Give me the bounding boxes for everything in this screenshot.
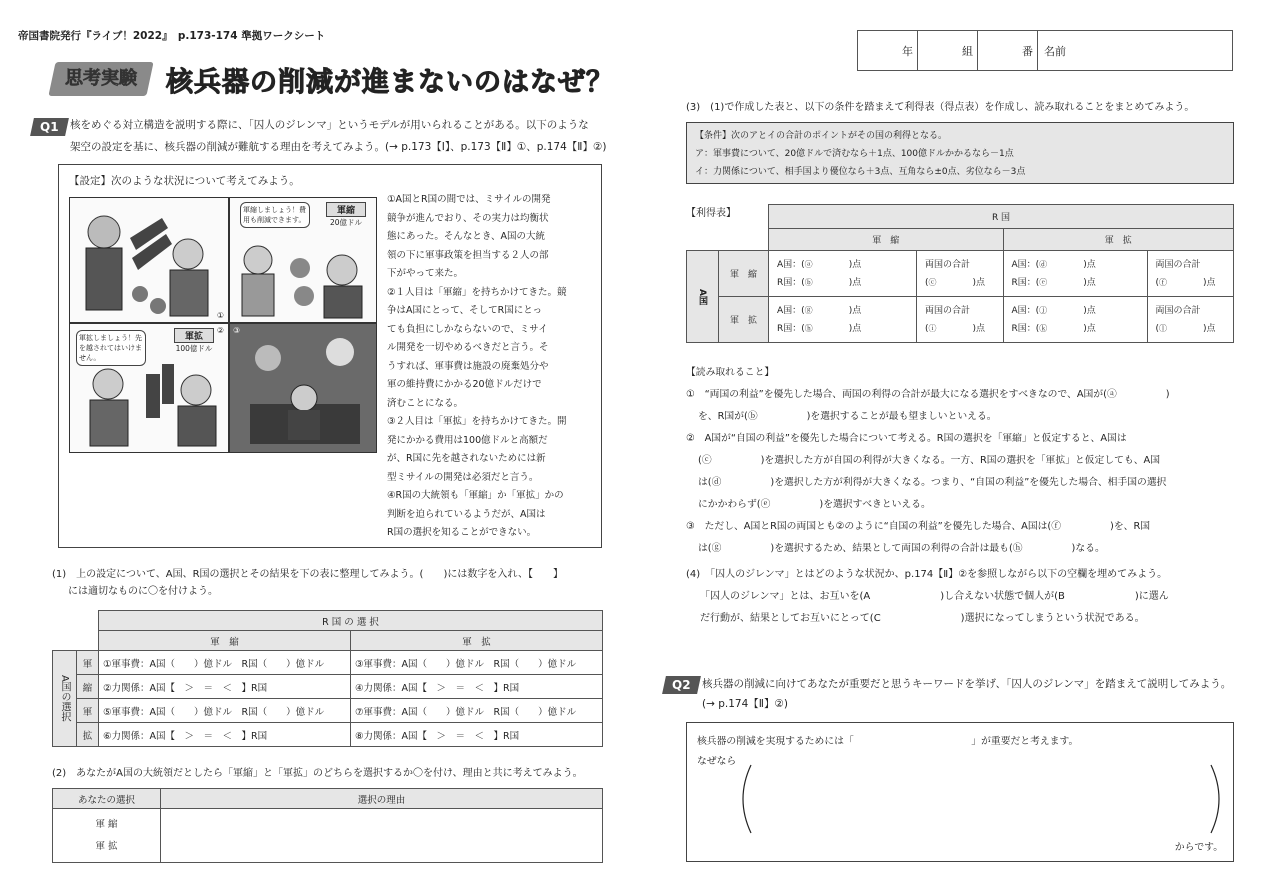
title-badge: 思考実験	[48, 62, 153, 96]
tag-kaku: 軍拡 100億ドル	[174, 328, 214, 354]
cell-1[interactable]: ①軍事費：A国（ ）億ドル R国（ ）億ドル	[99, 651, 351, 675]
payoff-sum-ss[interactable]: 両国の合計 (ⓒ )点	[917, 251, 1004, 297]
payoff-r-header: R 国	[769, 205, 1234, 229]
reading-section: 【読み取れること】 ① “両国の利益”を優先した場合、両国の利得の合計が最大になる選択をすべきなので、A国が(ⓐ ) を、R国が(ⓑ )を選択することが最も望ましいといえる。 ② A国が“自国の利益”を優先した場合について考える。R国の選択を「軍縮」と仮定すると、A国は (ⓒ )を選択した方が自国の利得が大きくなる。一方、R国の選択を「軍拡」と仮定しても、A国 は(ⓓ )を選択した方が利得が大きくなる。つまり、“自国の利益”を優先した場合、相手国の選択 にかかわらず(ⓔ )を選択すべきといえる。 ③ ただし、A国とR国の両国とも②のように“自国の利益”を優先した場合、A国は(ⓕ )を、R国 は(ⓖ )を選択するため、結果として両国の利得の合計は最も(ⓗ )なる。	[686, 362, 1234, 560]
choice-options[interactable]: 軍 縮 軍 拡	[53, 809, 161, 863]
a-choice-header: A国の選択	[53, 651, 77, 747]
comic-panel-3	[69, 323, 229, 453]
page-title: 核兵器の削減が進まないのはなぜ？	[166, 67, 614, 98]
mark-2: ②	[216, 326, 224, 335]
setting-title: 【設定】次のような状況について考えてみよう。	[69, 175, 300, 187]
payoff-col-shuku: 軍 縮	[769, 229, 1004, 251]
mark-3: ③	[233, 326, 241, 335]
q2-because: なぜなら	[697, 756, 737, 767]
payoff-cell-kk[interactable]: A国：(ⓙ )点 R国：(ⓚ )点	[1003, 297, 1147, 343]
reason-answer[interactable]	[161, 809, 603, 863]
cell-8[interactable]: ⑧力関係：A国【 ＞ ＝ ＜ 】R国	[351, 723, 603, 747]
payoff-a-header: A国	[687, 251, 719, 343]
right-paren-icon	[1207, 763, 1227, 835]
payoff-label: 【利得表】	[686, 208, 736, 219]
name-box	[857, 30, 1233, 71]
row-shuku-2: 縮	[77, 675, 99, 699]
comic-panel-2	[229, 197, 377, 323]
comic-panel-4	[229, 323, 377, 453]
q2-badge: Q2	[662, 676, 700, 694]
sub-question-3: (3) (1)で作成した表と、以下の条件を踏まえて利得表（得点表）を作成し、読み取れることをまとめてみよう。	[686, 102, 1195, 113]
number-field[interactable]: 番	[978, 31, 1038, 71]
speech-bubble-2: 軍拡しましょう！先を越されてはいけません。	[76, 330, 146, 366]
tag-shuku: 軍縮 20億ドル	[326, 202, 366, 228]
q2-ending: からです。	[1174, 842, 1223, 853]
your-choice-header: あなたの選択	[53, 789, 161, 809]
sub-question-1: (1) 上の設定について、A国、R国の選択とその結果を下の表に整理してみよう。( )には数字を入れ、【 】 には適切なものに〇を付けよう。	[52, 569, 563, 597]
cell-2[interactable]: ②力関係：A国【 ＞ ＝ ＜ 】R国	[99, 675, 351, 699]
cell-5[interactable]: ⑤軍事費：A国（ ）億ドル R国（ ）億ドル	[99, 699, 351, 723]
payoff-cell-ks[interactable]: A国：(ⓖ )点 R国：(ⓗ )点	[769, 297, 917, 343]
cell-4[interactable]: ④力関係：A国【 ＞ ＝ ＜ 】R国	[351, 675, 603, 699]
sub-question-4: (4) 「囚人のジレンマ」とはどのような状況か、p.174【Ⅱ】②を参照しながら以下の空欄を埋めてみよう。 「囚人のジレンマ」とは、お互いを(A )し合えない状態で個人が(B )に選ん だ行動が、結果としてお互いにとって(C )選択になってしまうという状況である。	[686, 569, 1169, 624]
left-paren-icon	[735, 763, 755, 835]
choice-reason-table	[52, 788, 603, 863]
payoff-cell-sk[interactable]: A国：(ⓓ )点 R国：(ⓔ )点	[1003, 251, 1147, 297]
r-choice-header: R 国 の 選 択	[99, 611, 603, 631]
col-shuku: 軍 縮	[99, 631, 351, 651]
col-kaku: 軍 拡	[351, 631, 603, 651]
reading-label: 【読み取れること】	[686, 367, 775, 378]
q1-badge: Q1	[30, 118, 68, 136]
payoff-row-shuku: 軍 縮	[719, 251, 769, 297]
q2-answer-box[interactable]	[686, 722, 1234, 862]
row-shuku-1: 軍	[77, 651, 99, 675]
payoff-sum-sk[interactable]: 両国の合計 (ⓕ )点	[1147, 251, 1234, 297]
reason-header: 選択の理由	[161, 789, 603, 809]
setting-text: ①A国とR国の間では、ミサイルの開発 競争が進んでおり、その実力は均衡状 態にあった。そんなとき、A国の大統 領の下に軍事政策を担当する２人の部 下がやって来た。 ②１人目は「軍縮」を持ちかけてきた。競 争はA国にとって、そしてR国にとっ ても負担にしかならないので、ミサイ ル開発を一切やめるべきだと言う。そ うすれば、軍事費は施設の廃棄処分や 軍の維持費にかかる20億ドルだけで 済むことになる。 ③２人目は「軍拡」を持ちかけてきた。開 発にかかる費用は100億ドルと高額だ が、R国に先を越されないためには新 型ミサイルの開発は必須だと言う。 ④R国の大統領も「軍縮」か「軍拡」かの 判断を迫られているようだが、A国は R国の選択を知ることができない。	[387, 194, 567, 538]
row-kaku-2: 拡	[77, 723, 99, 747]
payoff-table	[686, 204, 1234, 343]
sub-question-2: (2) あなたがA国の大統領だとしたら「軍縮」と「軍拡」のどちらを選択するか〇を付け、理由と共に考えてみよう。	[52, 768, 583, 779]
payoff-sum-ks[interactable]: 両国の合計 (ⓘ )点	[917, 297, 1004, 343]
row-kaku-1: 軍	[77, 699, 99, 723]
payoff-sum-kk[interactable]: 両国の合計 (ⓛ )点	[1147, 297, 1234, 343]
q2-keyword-line: 核兵器の削減を実現するためには「 」が重要だと考えます。	[697, 736, 1079, 747]
cell-7[interactable]: ⑦軍事費：A国（ ）億ドル R国（ ）億ドル	[351, 699, 603, 723]
publisher-header: 帝国書院発行『ライブ！2022』 p.173-174 準拠ワークシート	[18, 30, 326, 42]
mark-1: ①	[216, 311, 224, 320]
q1-question: 核をめぐる対立構造を説明する際に、「囚人のジレンマ」というモデルが用いられることがある。以下のような 架空の設定を基に、核兵器の削減が難航する理由を考えてみよう。(→ p.173【Ⅰ】、p.173【Ⅱ】①、p.174【Ⅱ】②)	[70, 119, 607, 153]
cell-6[interactable]: ⑥力関係：A国【 ＞ ＝ ＜ 】R国	[99, 723, 351, 747]
year-field[interactable]: 年	[858, 31, 918, 71]
setting-box	[58, 164, 602, 548]
class-field[interactable]: 組	[918, 31, 978, 71]
payoff-cell-ss[interactable]: A国：(ⓐ )点 R国：(ⓑ )点	[769, 251, 917, 297]
payoff-col-kaku: 軍 拡	[1003, 229, 1234, 251]
comic-panel-1	[69, 197, 229, 323]
cell-3[interactable]: ③軍事費：A国（ ）億ドル R国（ ）億ドル	[351, 651, 603, 675]
payoff-row-kaku: 軍 拡	[719, 297, 769, 343]
choice-table	[52, 610, 603, 747]
name-field[interactable]: 名前	[1038, 31, 1233, 71]
speech-bubble-1: 軍縮しましょう！費用も削減できます。	[240, 202, 310, 228]
q2-question: 核兵器の削減に向けてあなたが重要だと思うキーワードを挙げ、「囚人のジレンマ」を踏まえて説明してみよう。 (→ p.174【Ⅱ】②)	[702, 678, 1232, 710]
conditions-box: 【条件】次のアとイの合計のポイントがその国の利得となる。 ア：軍事費について、20億ドルで済むなら＋1点、100億ドルかかるなら－1点 イ：力関係について、相手国より優位なら＋3点、互角なら±0点、劣位なら－3点	[686, 122, 1234, 184]
